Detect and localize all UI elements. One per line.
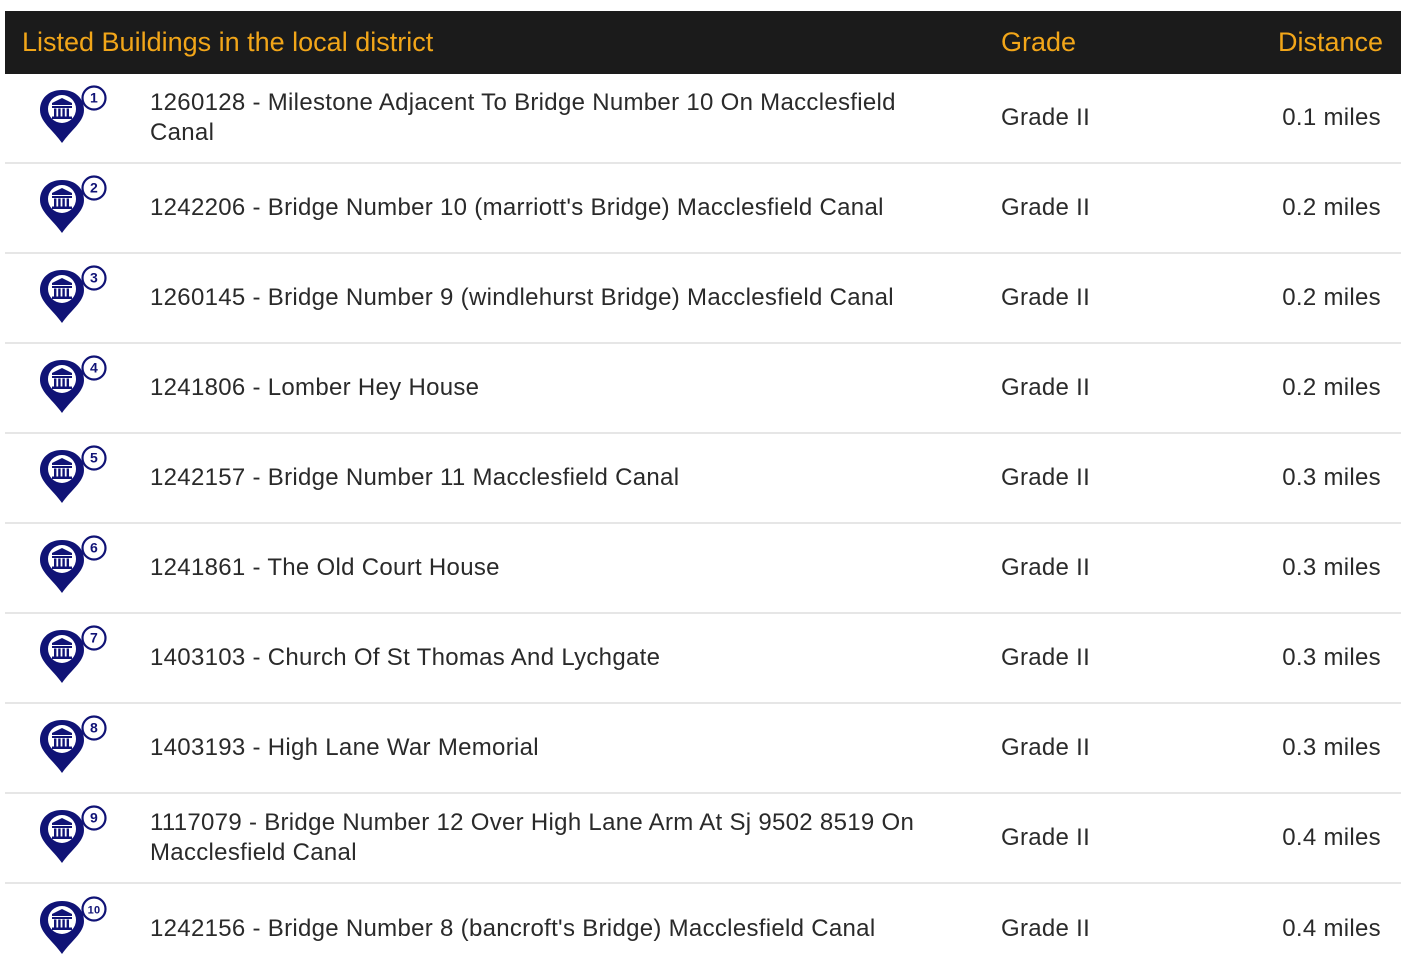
map-pin-icon — [37, 805, 109, 867]
marker-number: 4 — [89, 359, 99, 376]
building-title: 1260145 - Bridge Number 9 (windlehurst Bridge) Macclesfield Canal — [150, 284, 894, 311]
building-title: 1117079 - Bridge Number 12 Over High Lane Arm At Sj 9502 8519 On Macclesfield Canal — [150, 809, 915, 866]
map-pin-icon — [37, 625, 109, 687]
listed-building-marker-icon[interactable] — [5, 793, 150, 883]
table-row-8[interactable] — [5, 704, 1401, 794]
building-distance: 0.4 miles — [1282, 824, 1381, 851]
listed-building-marker-icon[interactable] — [5, 163, 150, 253]
marker-number: 7 — [89, 629, 99, 646]
table-row-5[interactable] — [5, 434, 1401, 524]
building-grade: Grade II — [1001, 284, 1091, 311]
marker-number: 2 — [89, 179, 99, 196]
building-distance: 0.3 miles — [1282, 644, 1381, 671]
building-grade: Grade II — [1001, 824, 1091, 851]
header-title: Listed Buildings in the local district — [22, 27, 434, 57]
header-distance: Distance — [1277, 27, 1383, 57]
marker-number: 9 — [89, 809, 99, 826]
map-pin-icon — [37, 896, 109, 958]
table-row-7[interactable] — [5, 614, 1401, 704]
listed-building-marker-icon[interactable] — [5, 343, 150, 433]
building-distance: 0.3 miles — [1282, 734, 1381, 761]
table-row-1[interactable] — [5, 74, 1401, 164]
building-title: 1241861 - The Old Court House — [150, 554, 500, 581]
map-pin-icon — [37, 535, 109, 597]
building-grade: Grade II — [1001, 194, 1091, 221]
building-title: 1242157 - Bridge Number 11 Macclesfield Canal — [150, 464, 680, 491]
building-distance: 0.4 miles — [1282, 915, 1381, 942]
building-distance: 0.3 miles — [1282, 464, 1381, 491]
building-title: 1242206 - Bridge Number 10 (marriott's Bridge) Macclesfield Canal — [150, 194, 884, 221]
listed-building-marker-icon[interactable] — [5, 613, 150, 703]
marker-number: 5 — [89, 449, 99, 466]
listed-buildings-table — [5, 11, 1401, 974]
table-row-3[interactable] — [5, 254, 1401, 344]
map-pin-icon — [37, 85, 109, 147]
building-grade: Grade II — [1001, 644, 1091, 671]
listed-building-marker-icon[interactable] — [5, 884, 150, 974]
building-distance: 0.1 miles — [1282, 104, 1381, 131]
listed-building-marker-icon[interactable] — [5, 523, 150, 613]
building-title: 1403193 - High Lane War Memorial — [150, 734, 539, 761]
table-row-9[interactable] — [5, 794, 1401, 884]
listed-building-marker-icon[interactable] — [5, 433, 150, 523]
building-grade: Grade II — [1001, 734, 1091, 761]
table-row-10[interactable] — [5, 884, 1401, 974]
marker-number: 10 — [87, 904, 101, 917]
table-header — [5, 11, 1401, 74]
header-grade: Grade — [1001, 27, 1077, 57]
map-pin-icon — [37, 715, 109, 777]
building-title: 1260128 - Milestone Adjacent To Bridge Number 10 On Macclesfield Canal — [150, 89, 896, 146]
map-pin-icon — [37, 175, 109, 237]
map-pin-icon — [37, 355, 109, 417]
building-grade: Grade II — [1001, 464, 1091, 491]
listed-building-marker-icon[interactable] — [5, 73, 150, 163]
building-distance: 0.3 miles — [1282, 554, 1381, 581]
building-distance: 0.2 miles — [1282, 374, 1381, 401]
building-grade: Grade II — [1001, 104, 1091, 131]
map-pin-icon — [37, 265, 109, 327]
table-row-2[interactable] — [5, 164, 1401, 254]
marker-number: 8 — [89, 719, 99, 736]
building-distance: 0.2 miles — [1282, 194, 1381, 221]
building-title: 1403103 - Church Of St Thomas And Lychgate — [150, 644, 661, 671]
building-grade: Grade II — [1001, 554, 1091, 581]
table-body — [5, 74, 1401, 974]
table-row-4[interactable] — [5, 344, 1401, 434]
building-title: 1241806 - Lomber Hey House — [150, 374, 480, 401]
building-distance: 0.2 miles — [1282, 284, 1381, 311]
building-title: 1242156 - Bridge Number 8 (bancroft's Bridge) Macclesfield Canal — [150, 915, 876, 942]
marker-number: 1 — [89, 89, 99, 106]
table-row-6[interactable] — [5, 524, 1401, 614]
building-grade: Grade II — [1001, 915, 1091, 942]
building-grade: Grade II — [1001, 374, 1091, 401]
marker-number: 6 — [89, 539, 99, 556]
listed-building-marker-icon[interactable] — [5, 253, 150, 343]
map-pin-icon — [37, 445, 109, 507]
listed-building-marker-icon[interactable] — [5, 703, 150, 793]
marker-number: 3 — [89, 269, 99, 286]
